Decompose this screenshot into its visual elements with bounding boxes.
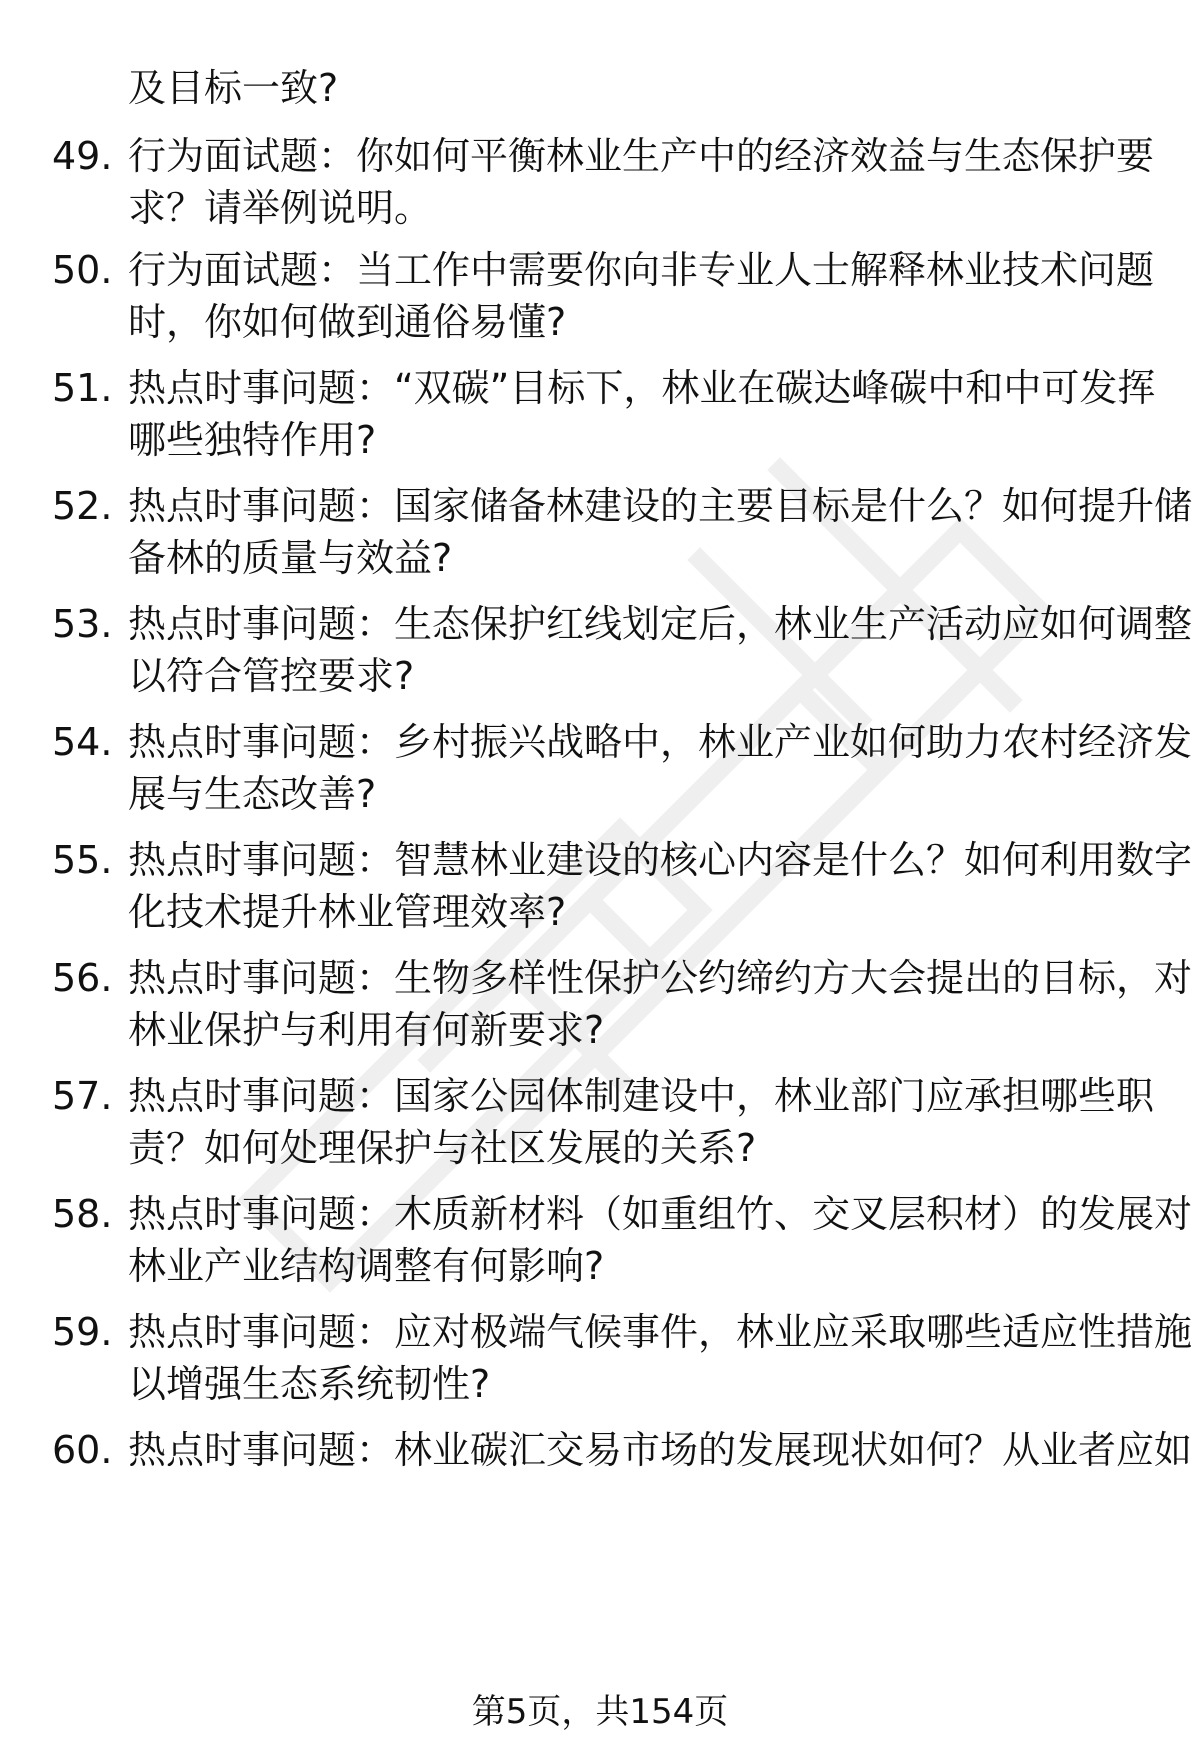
item-text-line-1: 热点时事问题：生物多样性保护公约缔约方大会提出的目标，对 bbox=[128, 956, 1193, 1000]
item-text-line-2: 化技术提升林业管理效率? bbox=[128, 890, 567, 934]
item-text-line-2: 林业保护与利用有何新要求? bbox=[128, 1008, 605, 1052]
item-text-line-1: 热点时事问题：生态保护红线划定后，林业生产活动应如何调整 bbox=[128, 602, 1193, 646]
item-number: 51. bbox=[52, 366, 113, 410]
item-number: 60. bbox=[52, 1428, 113, 1472]
item-text-line-2: 以符合管控要求? bbox=[128, 654, 415, 698]
item-number: 54. bbox=[52, 720, 113, 764]
page-number-footer: 第5页，共154页 bbox=[471, 1692, 729, 1732]
item-text-line-2: 以增强生态系统韧性? bbox=[128, 1362, 491, 1406]
item-text-line-1: 热点时事问题：林业碳汇交易市场的发展现状如何？从业者应如 bbox=[128, 1428, 1193, 1472]
item-text-line-1: 热点时事问题：智慧林业建设的核心内容是什么？如何利用数字 bbox=[128, 838, 1193, 882]
item-number: 53. bbox=[52, 602, 113, 646]
item-number: 58. bbox=[52, 1192, 113, 1236]
continued-text-line: 及目标一致? bbox=[128, 66, 339, 110]
item-text-line-1: 热点时事问题：应对极端气候事件，林业应采取哪些适应性措施 bbox=[128, 1310, 1193, 1354]
item-text-line-2: 责？如何处理保护与社区发展的关系? bbox=[128, 1126, 757, 1170]
item-text-line-2: 展与生态改善? bbox=[128, 772, 377, 816]
item-text-line-2: 求？请举例说明。 bbox=[128, 186, 433, 230]
item-text-line-1: 热点时事问题：乡村振兴战略中，林业产业如何助力农村经济发 bbox=[128, 720, 1193, 764]
item-number: 57. bbox=[52, 1074, 113, 1118]
item-number: 56. bbox=[52, 956, 113, 1000]
item-text-line-1: 行为面试题：你如何平衡林业生产中的经济效益与生态保护要 bbox=[128, 134, 1155, 178]
item-number: 49. bbox=[52, 134, 113, 178]
item-text-line-2: 时，你如何做到通俗易懂? bbox=[128, 300, 567, 344]
item-number: 52. bbox=[52, 484, 113, 528]
item-number: 55. bbox=[52, 838, 113, 882]
item-text-line-2: 林业产业结构调整有何影响? bbox=[128, 1244, 605, 1288]
item-text-line-1: 热点时事问题：“双碳”目标下，林业在碳达峰碳中和中可发挥 bbox=[128, 366, 1156, 410]
item-text-line-2: 哪些独特作用? bbox=[128, 418, 377, 462]
item-text-line-1: 热点时事问题：国家储备林建设的主要目标是什么？如何提升储 bbox=[128, 484, 1193, 528]
item-text-line-1: 热点时事问题：木质新材料（如重组竹、交叉层积材）的发展对 bbox=[128, 1192, 1193, 1236]
item-number: 50. bbox=[52, 248, 113, 292]
item-number: 59. bbox=[52, 1310, 113, 1354]
item-text-line-1: 热点时事问题：国家公园体制建设中，林业部门应承担哪些职 bbox=[128, 1074, 1155, 1118]
item-text-line-1: 行为面试题：当工作中需要你向非专业人士解释林业技术问题 bbox=[128, 248, 1155, 292]
item-text-line-2: 备林的质量与效益? bbox=[128, 536, 453, 580]
